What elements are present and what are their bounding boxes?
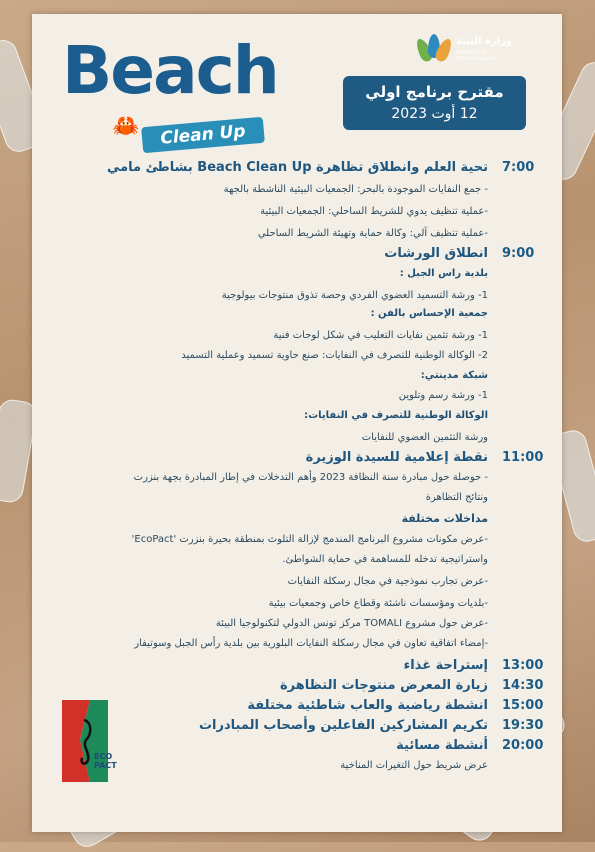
schedule-line-text: -إمضاء اتفاقية تعاون في مجال رسكلة النفايات البلورية بين بلدية رأس الجبل وسوتيفار bbox=[134, 638, 488, 649]
schedule-line bbox=[60, 184, 552, 202]
schedule-line bbox=[60, 472, 552, 490]
schedule-line-text: 1- ورشة التسميد العضوي الفردي وحصة تذوق منتوجات بيولوجية bbox=[221, 290, 488, 301]
schedule-item bbox=[60, 718, 552, 738]
schedule-line bbox=[60, 554, 552, 572]
schedule-title: إستراحة غذاء bbox=[403, 658, 488, 673]
schedule-subheading-text: مداخلات مختلفة bbox=[401, 512, 488, 525]
schedule-line-text: ورشة التثمين العضوي للنفايات bbox=[361, 432, 488, 443]
schedule-line bbox=[60, 760, 552, 778]
schedule-line bbox=[60, 432, 552, 450]
schedule-time: 9:00 bbox=[502, 246, 535, 261]
schedule-time: 11:00 bbox=[502, 450, 544, 465]
schedule-line-text: - جمع النفايات الموجودة بالبحر: الجمعيات البيئية الناشطة بالجهة bbox=[223, 184, 488, 195]
schedule-time: 15:00 bbox=[502, 698, 544, 713]
schedule-subheading bbox=[60, 370, 552, 388]
schedule-subheading-text: شبكة مدينتي: bbox=[420, 370, 488, 381]
schedule-line-text: -بلديات ومؤسسات ناشئة وقطاع خاص وجمعيات بيئية bbox=[268, 598, 488, 609]
program-header bbox=[343, 76, 526, 130]
schedule-line bbox=[60, 350, 552, 368]
schedule-line-text: 1- ورشة رسم وتلوين bbox=[398, 390, 488, 401]
schedule-line bbox=[60, 492, 552, 510]
schedule-item bbox=[60, 450, 552, 470]
schedule-time: 20:00 bbox=[502, 738, 544, 753]
schedule-item bbox=[60, 698, 552, 718]
ecopact-logo-text bbox=[94, 752, 117, 770]
schedule-line bbox=[60, 576, 552, 594]
ministry-name-fr: Ministère de l'Environnement bbox=[456, 50, 497, 62]
schedule-line-text: 2- الوكالة الوطنية للتصرف في النفايات: صنع حاوية تسميد وعملية التسميد bbox=[181, 350, 488, 361]
schedule-line-text: عرض شريط حول التغيرات المناخية bbox=[340, 760, 488, 771]
schedule-item bbox=[60, 160, 552, 180]
schedule-title: انطلاق الورشات bbox=[384, 246, 488, 261]
schedule-title: زيارة المعرض منتوجات التظاهرة bbox=[279, 678, 488, 693]
schedule-line-text: -عرض تجارب نموذجية في مجال رسكلة النفايات bbox=[287, 576, 488, 587]
schedule-item bbox=[60, 246, 552, 266]
schedule-item bbox=[60, 658, 552, 678]
schedule-line bbox=[60, 598, 552, 616]
schedule-item bbox=[60, 678, 552, 698]
schedule-line-text: -عملية تنظيف يدوي للشريط الساحلي: الجمعيات البيئية bbox=[260, 206, 488, 217]
program-date: 12 أوت 2023 bbox=[391, 106, 478, 122]
schedule-title: تحية العلم وانطلاق تظاهرة Beach Clean Up بشاطئ مامي bbox=[106, 160, 488, 175]
schedule-time: 14:30 bbox=[502, 678, 544, 693]
schedule-title: أنشطة مسائية bbox=[396, 738, 488, 753]
schedule-time: 19:30 bbox=[502, 718, 544, 733]
schedule-title: نقطة إعلامية للسيدة الوزيرة bbox=[305, 450, 488, 465]
schedule-line-text: ونتائج التظاهرة bbox=[425, 492, 488, 503]
schedule-time: 7:00 bbox=[502, 160, 535, 175]
schedule-subheading bbox=[60, 410, 552, 428]
ecopact-line1: ECO bbox=[94, 752, 113, 761]
schedule-title: انشطة رياضية والعاب شاطئية مختلفة bbox=[247, 698, 488, 713]
schedule-line-text: 1- ورشة تثمين نفايات التعليب في شكل لوحات فنية bbox=[273, 330, 488, 341]
ministry-logo bbox=[412, 30, 542, 74]
schedule-subheading bbox=[60, 512, 552, 530]
schedule-line-text: -عرض حول مشروع TOMALI مركز تونس الدولي لتكنولوجيا البيئة bbox=[215, 618, 488, 629]
schedule-line bbox=[60, 290, 552, 308]
schedule-line bbox=[60, 330, 552, 348]
schedule-line-text: -عرض مكونات مشروع البرنامج المندمج لإزالة التلوث بمنطقة بحيرة بنزرت 'EcoPact' bbox=[131, 534, 488, 545]
schedule-subheading-text: بلدية راس الجبل : bbox=[399, 268, 488, 279]
schedule-line bbox=[60, 534, 552, 552]
schedule-line bbox=[60, 206, 552, 224]
schedule-line bbox=[60, 390, 552, 408]
ministry-name-ar: وزارة البيئة bbox=[456, 36, 513, 47]
schedule-line-text: -عملية تنظيف آلي: وكالة حماية وتهيئة الشريط الساحلي bbox=[257, 228, 488, 239]
schedule-line-text: - حوصلة حول مبادرة سنة النظافة 2023 وأهم التدخلات في إطار المبادرة بجهة بنزرت bbox=[133, 472, 488, 483]
schedule-item bbox=[60, 738, 552, 758]
schedule-title: تكريم المشاركين الفاعلين وأصحاب المبادرات bbox=[198, 718, 488, 733]
schedule-subheading bbox=[60, 268, 552, 286]
crab-icon: 🦀 bbox=[112, 114, 140, 139]
logo-beach-text: Beach bbox=[62, 32, 278, 109]
program-title: مقترح برنامج اولي bbox=[365, 83, 504, 101]
schedule-subheading-text: جمعية الإحساس بالفن : bbox=[370, 308, 488, 319]
schedule-subheading bbox=[60, 308, 552, 326]
schedule-time: 13:00 bbox=[502, 658, 544, 673]
schedule-line-text: واستراتيجية تدخله للمساهمة في حماية الشواطئ. bbox=[282, 554, 488, 565]
schedule-line bbox=[60, 228, 552, 246]
logo-clean-up-banner: Clean Up bbox=[141, 117, 265, 154]
beach-clean-up-logo bbox=[62, 32, 278, 149]
schedule-subheading-text: الوكالة الوطنية للتصرف في النفايات: bbox=[304, 410, 488, 421]
schedule-line bbox=[60, 638, 552, 656]
ecopact-line2: PACT bbox=[94, 761, 117, 770]
schedule-line bbox=[60, 618, 552, 636]
